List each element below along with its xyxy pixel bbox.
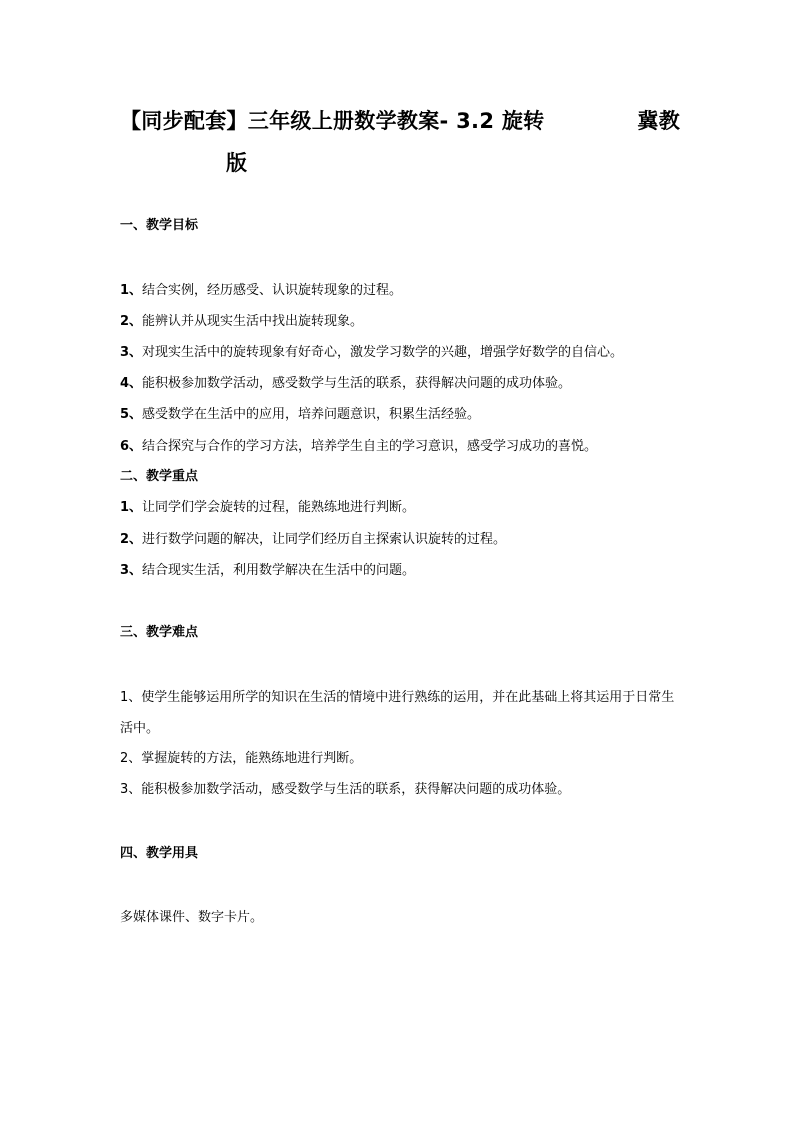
item-text: 结合实例，经历感受、认识旋转现象的过程。 (142, 283, 403, 298)
keypoint-item (120, 561, 415, 581)
title-main: 【同步配套】三年级上册数学教案- 3.2 旋转 (120, 109, 545, 133)
goal-item (120, 281, 402, 301)
difficulty-item (120, 749, 362, 769)
document-title (120, 100, 680, 184)
item-number: 2、 (120, 314, 143, 329)
goal-item (120, 405, 480, 425)
difficulty-item (120, 780, 570, 800)
section-heading-keypoints: 二、教学重点 (120, 469, 199, 484)
title-line-1 (120, 100, 680, 142)
item-number: 1、 (120, 283, 143, 298)
item-number: 1、 (120, 500, 143, 515)
item-text: 能积极参加数学活动，感受数学与生活的联系，获得解决问题的成功体验。 (142, 376, 572, 391)
item-number: 3、 (120, 782, 142, 797)
item-number: 3、 (120, 563, 143, 578)
tools-text: 多媒体课件、数字卡片。 (120, 910, 264, 925)
item-number: 3、 (120, 345, 143, 360)
item-number: 2、 (120, 532, 143, 547)
item-number: 5、 (120, 407, 143, 422)
item-number: 6、 (120, 439, 143, 454)
title-tail: 冀教 (637, 109, 680, 133)
item-text: 使学生能够运用所学的知识在生活的情境中进行熟练的运用，并在此基础上将其运用于日常生活中。 (120, 690, 675, 736)
item-number: 1、 (120, 690, 142, 705)
goal-item (120, 343, 623, 363)
title-tail-continued: 版 (226, 151, 248, 175)
section-heading-difficulties: 三、教学难点 (120, 625, 199, 640)
item-number: 2、 (120, 751, 142, 766)
section-heading-goals: 一、教学目标 (120, 218, 199, 233)
item-text: 结合探究与合作的学习方法，培养学生自主的学习意识，感受学习成功的喜悦。 (142, 439, 598, 454)
item-text: 结合现实生活，利用数学解决在生活中的问题。 (142, 563, 416, 578)
item-text: 对现实生活中的旋转现象有好奇心，激发学习数学的兴趣，增强学好数学的自信心。 (142, 345, 624, 360)
item-text: 掌握旋转的方法，能熟练地进行判断。 (141, 751, 363, 766)
difficulty-item (120, 682, 680, 744)
keypoint-item (120, 498, 415, 518)
goal-item (120, 437, 597, 457)
item-text: 能辨认并从现实生活中找出旋转现象。 (142, 314, 364, 329)
section-heading-tools: 四、教学用具 (120, 846, 199, 861)
keypoint-item (120, 530, 506, 550)
title-line-2 (120, 142, 680, 184)
item-text: 让同学们学会旋转的过程，能熟练地进行判断。 (142, 500, 416, 515)
item-text: 进行数学问题的解决，让同学们经历自主探索认识旋转的过程。 (142, 532, 507, 547)
goal-item (120, 374, 571, 394)
item-number: 4、 (120, 376, 143, 391)
goal-item (120, 312, 363, 332)
item-text: 能积极参加数学活动，感受数学与生活的联系，获得解决问题的成功体验。 (141, 782, 571, 797)
item-text: 感受数学在生活中的应用，培养问题意识，积累生活经验。 (142, 407, 481, 422)
